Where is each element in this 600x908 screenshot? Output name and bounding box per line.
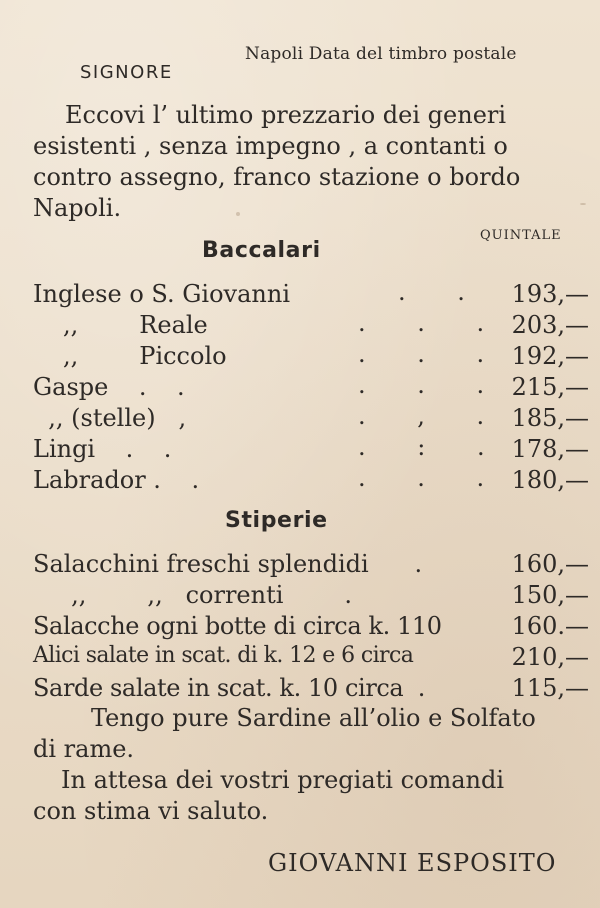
item-label: Inglese o S. Giovanni xyxy=(33,280,291,308)
item-price: 203,— xyxy=(511,311,589,339)
item-label: Labrador . . xyxy=(33,466,200,494)
item-label: Salacchini freschi splendidi . xyxy=(33,550,423,578)
list-item xyxy=(33,643,589,674)
leader-dots: . . xyxy=(398,278,487,306)
intro-line: esistenti , senza impegno , a contanti o xyxy=(33,132,508,160)
item-price: 160,— xyxy=(511,550,589,578)
intro-paragraph xyxy=(33,100,593,224)
item-label: Salacche ogni botte di circa k. 110 xyxy=(33,612,442,640)
signature: GIOVANNI ESPOSITO xyxy=(268,849,557,877)
leader-dots: . : . xyxy=(358,433,507,461)
list-item xyxy=(33,612,589,643)
item-price: 193,— xyxy=(511,280,589,308)
leader-dots: . . . xyxy=(358,340,507,368)
list-item xyxy=(33,280,589,311)
item-label: ,, Reale xyxy=(63,311,208,339)
item-label: Alici salate in scat. di k. 12 e 6 circa xyxy=(33,643,414,668)
intro-line: contro assegno, franco stazione o bordo xyxy=(33,163,521,191)
intro-line: Eccovi l’ ultimo prezzario dei generi xyxy=(65,101,507,129)
item-price: 150,— xyxy=(511,581,589,609)
item-label: Sarde salate in scat. k. 10 circa . xyxy=(33,674,426,702)
item-label: ,, (stelle) , xyxy=(33,404,187,432)
item-label: ,, ,, correnti . xyxy=(33,581,353,609)
closing-paragraph xyxy=(33,703,593,827)
closing-line: Tengo pure Sardine all’olio e Solfato xyxy=(91,704,536,732)
list-item xyxy=(33,466,589,497)
list-item xyxy=(33,550,589,581)
baccalari-price-list xyxy=(33,280,589,497)
item-label: ,, Piccolo xyxy=(63,342,227,370)
item-price: 115,— xyxy=(511,674,589,702)
section-title-stiperie: Stiperie xyxy=(225,508,328,533)
item-price: 180,— xyxy=(511,466,589,494)
item-price: 210,— xyxy=(511,643,589,671)
list-item xyxy=(33,373,589,404)
place-date-line: Napoli Data del timbro postale xyxy=(245,44,517,64)
section-title-baccalari: Baccalari xyxy=(202,238,321,263)
item-price: 192,— xyxy=(511,342,589,370)
intro-line: Napoli. xyxy=(33,194,122,222)
leader-dots: . , . xyxy=(358,402,507,430)
closing-line: di rame. xyxy=(33,735,135,763)
closing-line: con stima vi saluto. xyxy=(33,797,269,825)
list-item xyxy=(33,435,589,466)
item-price: 160.— xyxy=(511,612,589,640)
leader-dots: . . . xyxy=(358,309,507,337)
item-price: 185,— xyxy=(511,404,589,432)
item-label: Lingi . . xyxy=(33,435,172,463)
stiperie-price-list xyxy=(33,550,589,705)
item-price: 215,— xyxy=(511,373,589,401)
unit-column-header: QUINTALE xyxy=(480,228,562,243)
addressee-heading: SIGNORE xyxy=(80,62,173,83)
leader-dots: . . . xyxy=(358,371,507,399)
list-item xyxy=(33,404,589,435)
closing-line: In attesa dei vostri pregiati comandi xyxy=(61,766,505,794)
list-item xyxy=(33,311,589,342)
leader-dots: . . . xyxy=(358,464,507,492)
list-item xyxy=(33,342,589,373)
list-item xyxy=(33,581,589,612)
list-item xyxy=(33,674,589,705)
item-label: Gaspe . . xyxy=(33,373,185,401)
item-price: 178,— xyxy=(511,435,589,463)
